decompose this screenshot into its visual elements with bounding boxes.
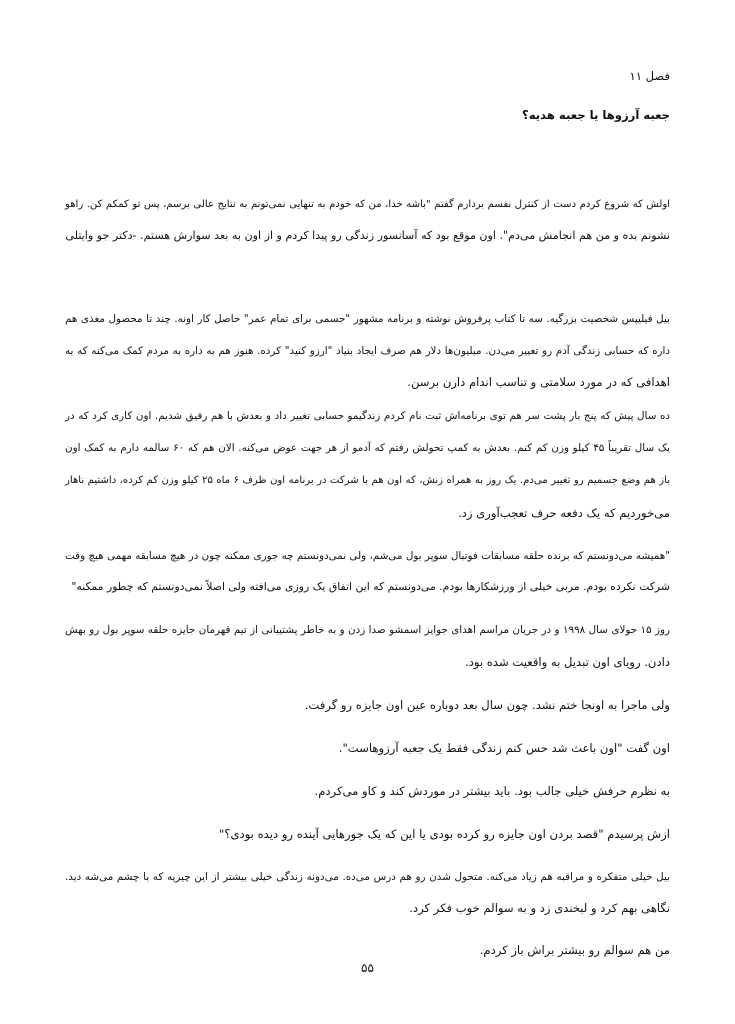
paragraph-line: ده سال پیش که پنج بار پشت سر هم توی برنامه‌اش ثبت نام کردم زندگیمو حسابی تغییر داد و بعدش با هم رفیق شدیم. اون کاری کرد که در xyxy=(65,410,670,422)
paragraph-line: اولش که شروع کردم دست از کنترل نفسم بردارم گفتم "باشه خدا، من که خودم به تنهایی نمی‌تونم به نتایج عالی برسم، پس تو کمکم کن. راهو xyxy=(65,199,670,210)
chapter-title: جعبه آرزوها یا جعبه هدیه؟ xyxy=(522,108,670,122)
paragraph-line: روز ۱۵ جولای سال ۱۹۹۸ و در جریان مراسم اهدای جوایز اسمشو صدا زدن و به خاطر پشتیبانی از تیم قهرمان جایزه حلقه سوپر بول رو بهش xyxy=(65,624,670,636)
paragraph-line: بیل فیلیپس شخصیت بزرگیه. سه تا کتاب پرفروش نوشته و برنامه مشهور "جسمی برای تمام عمر" حاصل کار اونه. چند تا محصول مغذی هم xyxy=(65,313,670,325)
chapter-heading: فصل ۱۱ xyxy=(629,69,670,83)
paragraph-line: می‌خوردیم که یک دفعه حرف تعجب‌آوری زد. xyxy=(458,506,670,520)
paragraph-line: یک سال تقریباً ۴۵ کیلو وزن کم کنم. بعدش به کمپ تحولش رفتم که آدمو از هر جهت عوض می‌کنه. الان هم که ۶۰ سالمه دارم به کمک اون xyxy=(65,442,670,454)
paragraph-line: نشونم بده و من هم انجامش می‌دم". اون موقع بود که آسانسور زندگی رو پیدا کردم و از اون به بعد سوارش هستم. -دکتر جو وایتلی xyxy=(65,229,670,242)
paragraph-line: اهدافی که در مورد سلامتی و تناسب اندام دارن برسن. xyxy=(407,375,670,389)
paragraph-line: ولی ماجرا به اونجا ختم نشد. چون سال بعد دوباره عین اون جایزه رو گرفت. xyxy=(304,698,670,712)
paragraph-line: ازش پرسیدم "قصد بردن اون جایزه رو کرده بودی یا این که یک جورهایی آینده رو دیده بودی؟" xyxy=(218,827,670,841)
page-number: ۵۵ xyxy=(361,961,374,975)
paragraph-line: نگاهی بهم کرد و لبخندی زد و به سوالم خوب فکر کرد. xyxy=(409,901,670,915)
paragraph-line: "همیشه می‌دونستم که برنده حلقه مسابقات فوتبال سوپر بول می‌شم، ولی نمی‌دونستم چه جوری ممکنه چون در هیچ مسابقه مهمی هیچ وقت xyxy=(65,550,670,562)
paragraph-line: بیل خیلی متفکره و مراقبه هم زیاد می‌کنه. متحول شدن رو هم درس می‌ده. می‌دونه زندگی خیلی بیشتر از این چیزیه که با چشم می‌شه دید. xyxy=(65,871,670,883)
paragraph-line: به نظرم حرفش خیلی جالب بود. باید بیشتر در موردش کند و کاو می‌کردم. xyxy=(314,784,670,798)
paragraph-line: دادن. رویای اون تبدیل به واقعیت شده بود. xyxy=(465,655,670,669)
paragraph-line: داره که حسابی زندگی آدم رو تغییر می‌دن. میلیون‌ها دلار هم صرف ایجاد بنیاد "ارزو کنید" کرده. هنوز هم به داره به مردم کمک می‌کنه که به xyxy=(65,345,670,357)
paragraph-line: باز هم وضع جسمیم رو تغییر می‌دم. یک روز به همراه زنش، که اون هم با شرکت در برنامه اون ظرف ۶ ماه ۲۵ کیلو وزن کم کرده، داشتیم ناهار xyxy=(65,475,671,486)
paragraph-line: شرکت نکرده بودم. مربی خیلی از ورزشکارها بودم. می‌دونستم که این اتفاق یک روزی می‌افته ولی اصلاً نمی‌دونستم که چطور ممکنه" xyxy=(71,580,670,593)
paragraph-line: اون گفت "اون باعث شد حس کنم زندگی فقط یک جعبه آرزوهاست". xyxy=(338,741,670,755)
paragraph-line: من هم سوالم رو بیشتر براش باز کردم. xyxy=(479,943,670,957)
